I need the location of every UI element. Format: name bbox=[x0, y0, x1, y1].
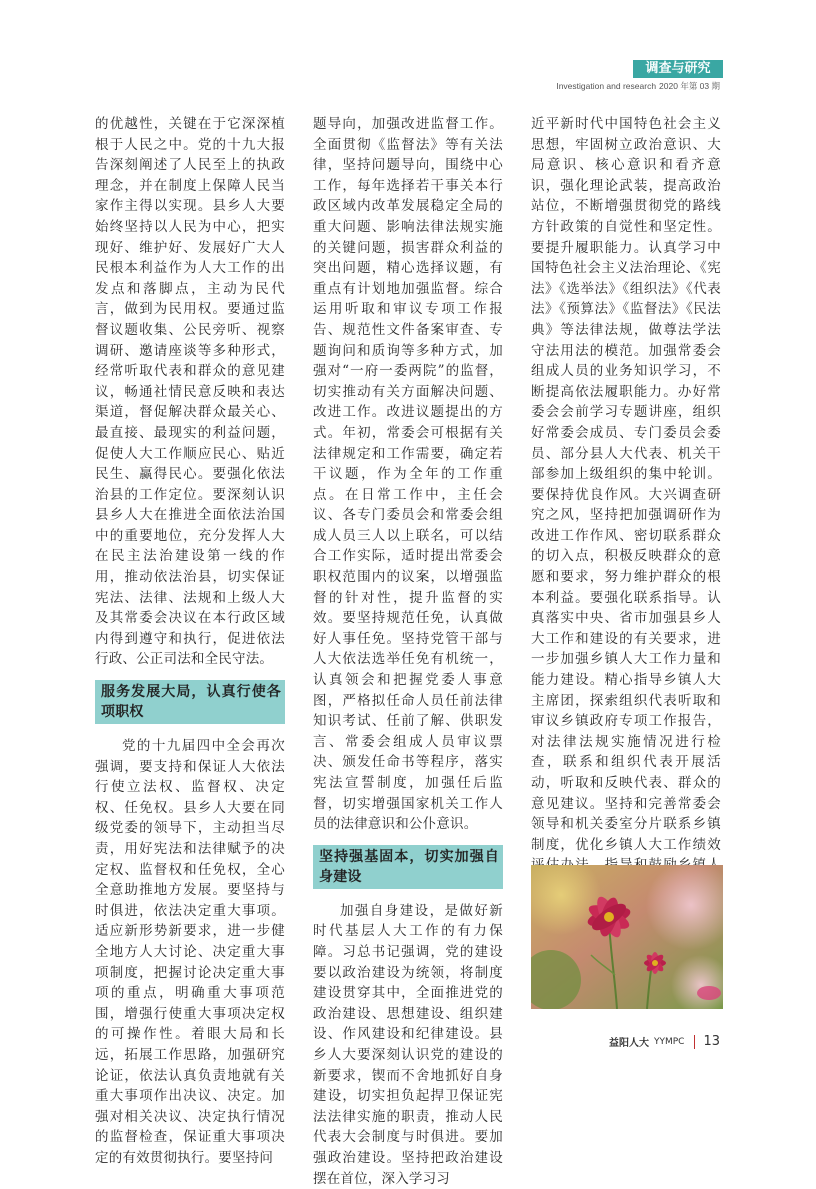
issue-label: 2020 年第 03 期 bbox=[659, 81, 720, 91]
footer-brand: 益阳人大 bbox=[608, 1038, 649, 1049]
page-footer bbox=[609, 1034, 720, 1049]
section-title-banner: 调查与研究 bbox=[633, 60, 723, 78]
article-column-1 bbox=[95, 114, 285, 1169]
paragraph: 加强自身建设，是做好新时代基层人大工作的有力保障。习总书记强调，党的建设要以政治建设为统领，将制度建设贯穿其中，全面推进党的政治建设、思想建设、组织建设、作风建设和纪律建设。县乡人大要深刻认识党的建设的新要求，锲而不舍地抓好自身建设，切实担负起捍卫保证宪法法律实施的职责，推动人民代表大会制度与时俱进。要加强政治建设。坚持把政治建设摆在首位，深入学习习 bbox=[313, 902, 503, 1187]
article-column-2 bbox=[313, 114, 503, 1189]
paragraph bbox=[531, 114, 721, 958]
cosmos-flower-photo bbox=[531, 865, 723, 1009]
article-column-3 bbox=[531, 114, 721, 958]
section-heading: 服务发展大局，认真行使各项职权 bbox=[95, 680, 285, 724]
page-number: 13 bbox=[703, 1034, 720, 1049]
paragraph-text: 近平新时代中国特色社会主义思想，牢固树立政治意识、大局意识、核心意识和看齐意识，强化理论武装，提高政治站位，不断增强贯彻党的路线方针政策的自觉性和坚定性。要提升履职能力。认真学习中国特色社会主义法治理论、《宪法》《选举法》《组织法》《代表法》《预算法》《监督法》《民法典》等法律法规，做尊法学法守法用法的模范。加强常委会组成人员的业务知识学习，不断提高依法履职能力。办好常委会会前学习专题讲座，组织好常委会成员、专门委员会委员、部分县人大代表、机关干部参加上级组织的集中轮训。要保持优良作风。大兴调查研究之风，坚持把加强调研作为改进工作作风、密切联系群众的切入点，积极反映群众的意愿和要求，努力维护群众的根本利益。要强化联系指导。认真落实中央、省市加强县乡人大工作和建设的有关要求，进一步加强乡镇人大工作力量和能力建设。精心指导乡镇人大主席团，探索组织代表听取和审议乡镇政府专项工作报告，对法律法规实施情况进行检查，联系和组织代表开展活动，听取和反映代表、群众的意见建议。坚持和完善常委会领导和机关委室分片联系乡镇制度，优化乡镇人大工作绩效 bbox=[531, 116, 721, 853]
journal-subtitle-en: Investigation and research bbox=[556, 81, 657, 91]
section-heading: 坚持强基固本，切实加强自身建设 bbox=[313, 845, 503, 889]
paragraph: 的优越性，关键在于它深深植根于人民之中。党的十九大报告深刻阐述了人民至上的执政理念，并在制度上保障人民当家作主得以实现。县乡人大要始终坚持以人民为中心，把实现好、维护好、发展好广大人民根本利益作为人大工作的出发点和落脚点，主动为民代言，做到为民用权。要通过监督议题收集、公民旁听、视察调研、邀请座谈等多种形式，经常听取代表和群众的意见建议，畅通社情民意反映和表达渠道，督促解决群众最关心、最直接、最现实的利益问题，促使人大工作顺应民心、贴近民生、赢得民心。要强化依法治县的工作定位。要深刻认识县乡人大在推进全面依法治国中的重要地位，充分发挥人大在民主法治建设第一线的作用，推动依法治县，切实保证宪法、法律、法规和上级人大及其常委会决议在本行政区域内得到遵守和执行，促进依法行政、公正司法和全民守法。 bbox=[95, 116, 285, 668]
paragraph: 题导向，加强改进监督工作。全面贯彻《监督法》等有关法律，坚持问题导向，围绕中心工作，每年选择若干事关本行政区域内改革发展稳定全局的重大问题、影响法律法规实施的关键问题，损害群众利益的突出问题，精心选择议题，有重点有计划地加强监督。综合运用听取和审议专项工作报告、规范性文件备案审查、专题询问和质询等多种方式，加强对“一府一委两院”的监督，切实推动有关方面解决问题、改进工作。改进议题提出的方式。年初，常委会可根据有关法律规定和工作需要，确定若干议题，作为全年的工作重点。在日常工作中，主任会议、各专门委员会和常委会组成人员三人以上联名，可以结合工作实际，适时提出常委会职权范围内的议案，以增强监督的针对性，提升监督的实效。要坚持规范任免，认真做好人事任免。坚持党管干部与人大依法选举任免有机统一，认真领会和把握党委人事意图，严格拟任命人员任前法律知识考试、任前了解、供职发言、常委会组成人员审议票决、颁发任命书等程序，落实宪法宣誓制度，加强任后监督，切实增强国家机关工作人员的法律意识和公仆意识。 bbox=[313, 116, 503, 833]
journal-subtitle bbox=[553, 80, 720, 92]
paragraph: 党的十九届四中全会再次强调，要支持和保证人大依法行使立法权、监督权、决定权、任免权。县乡人大要在同级党委的领导下，主动担当尽责，用好宪法和法律赋予的决定权、监督权和任免权，全心全意助推地方发展。要坚持与时俱进，依法决定重大事项。适应新形势新要求，进一步健全地方人大讨论、决定重大事项制度，把握讨论决定重大事项的重点，明确重大事项范围，增强行使重大事项决定权的可操作性。着眼大局和长远，拓展工作思路，加强研究论证，依法认真负责地就有关重大事项作出决议、决定。加强对相关决议、决定执行情况的监督检查，保证重大事项决定的有效贯彻执行。要坚持问 bbox=[95, 738, 285, 1166]
footer-divider bbox=[694, 1035, 695, 1049]
footer-code: YYMPC bbox=[653, 1036, 685, 1047]
